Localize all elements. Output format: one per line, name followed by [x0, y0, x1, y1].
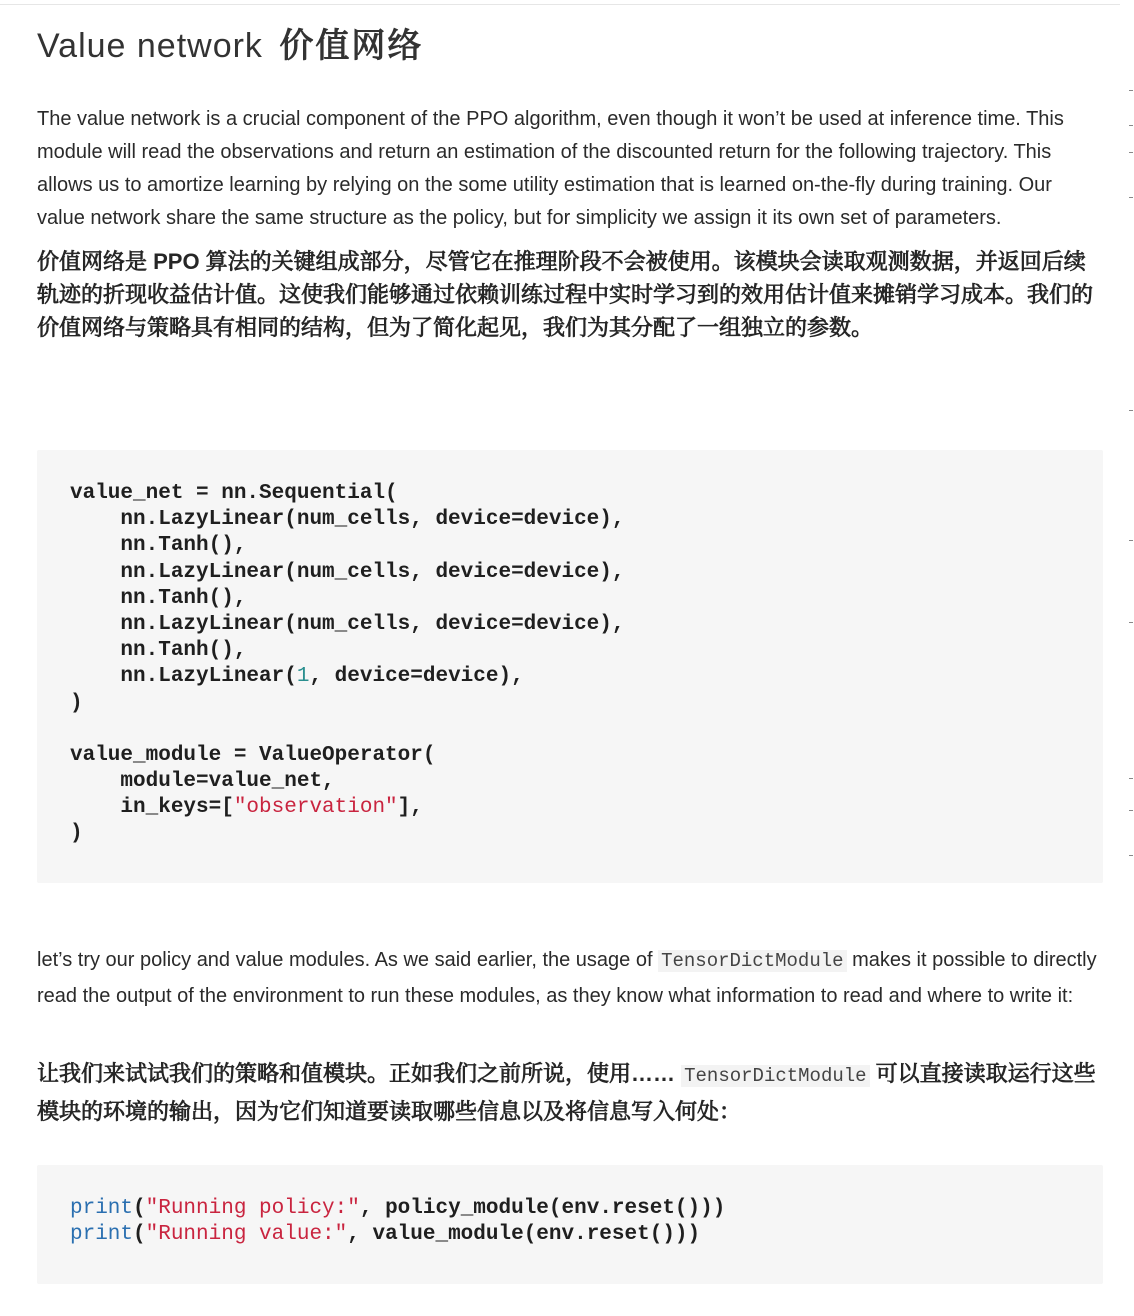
- code-line: nn.LazyLinear(num_cells, device=device),: [70, 612, 625, 636]
- code-line: nn.LazyLinear(num_cells, device=device),: [70, 560, 625, 584]
- code-line: nn.Tanh(),: [70, 586, 247, 610]
- builtin-print: print: [70, 1197, 134, 1220]
- code-line: nn.Tanh(),: [70, 639, 247, 663]
- code-line: nn.LazyLinear(num_cells, device=device),: [70, 508, 625, 532]
- string-literal: "Running policy:": [145, 1197, 360, 1220]
- paragraph-en: let’s try our policy and value modules. As we said earlier, the usage of TensorDictModule makes it possible to directly read the output of the environment to run these modules, as they know what information to read and where to write it:: [37, 949, 1097, 1007]
- code-line: nn.LazyLinear(1, device=device),: [70, 665, 524, 689]
- scroll-markers: [1124, 0, 1134, 1316]
- builtin-print: print: [70, 1223, 134, 1247]
- code-line: in_keys=["observation"],: [70, 796, 423, 820]
- string-literal: "Running value:": [145, 1223, 348, 1247]
- code-line: value_module = ValueOperator(: [70, 743, 436, 767]
- paragraph-zh: 价值网络是 PPO 算法的关键组成部分，尽管它在推理阶段不会被使用。该模块会读取观测数据，并返回后续轨迹的折现收益估计值。这使我们能够通过依赖训练过程中实时学习到的效用估计值来摊销学习成本。我们的价值网络与策略具有相同的结构，但为了简化起见，我们为其分配了一组独立的参数。: [37, 249, 1094, 340]
- code-line: module=value_net,: [70, 770, 335, 794]
- inline-code: TensorDictModule: [658, 950, 846, 972]
- paragraph-zh: 让我们来试试我们的策略和值模块。正如我们之前所说，使用…… TensorDictModule 可以直接读取运行这些模块的环境的输出，因为它们知道要读取哪些信息以及将信息写入何处：: [37, 1061, 1096, 1124]
- code-line: print("Running value:", value_module(env.reset())): [70, 1223, 701, 1247]
- code-block-run-modules: [37, 1165, 1103, 1284]
- code-block-value-net: [37, 450, 1103, 883]
- code-line: value_net = nn.Sequential(: [70, 482, 398, 505]
- article-content: [37, 16, 1105, 1247]
- value-network-description: [37, 103, 1105, 344]
- try-modules-paragraph-en: [37, 943, 1105, 1014]
- try-modules-paragraph-zh: [37, 1056, 1105, 1129]
- code-line: print("Running policy:", policy_module(env.reset())): [70, 1197, 726, 1220]
- inline-code: TensorDictModule: [681, 1065, 869, 1087]
- code-line: nn.Tanh(),: [70, 534, 247, 558]
- code-line-blank: [70, 717, 1103, 743]
- heading-zh: 价值网络: [279, 27, 424, 65]
- section-heading: [37, 16, 1105, 76]
- heading-en: Value network: [37, 27, 263, 65]
- top-divider: [0, 4, 1120, 5]
- number-literal: 1: [296, 665, 310, 689]
- string-literal: "observation": [233, 796, 398, 820]
- code-line: ): [70, 691, 83, 715]
- code-line: ): [70, 822, 83, 846]
- paragraph-en: The value network is a crucial component of the PPO algorithm, even though it won’t be used at inference time. This module will read the observations and return an estimation of the discounted return for the following trajectory. This allows us to amortize learning by relying on the some utility estimation that is learned on-the-fly during training. Our value network share the same structure as the policy, but for simplicity we assign it its own set of parameters.: [37, 108, 1064, 229]
